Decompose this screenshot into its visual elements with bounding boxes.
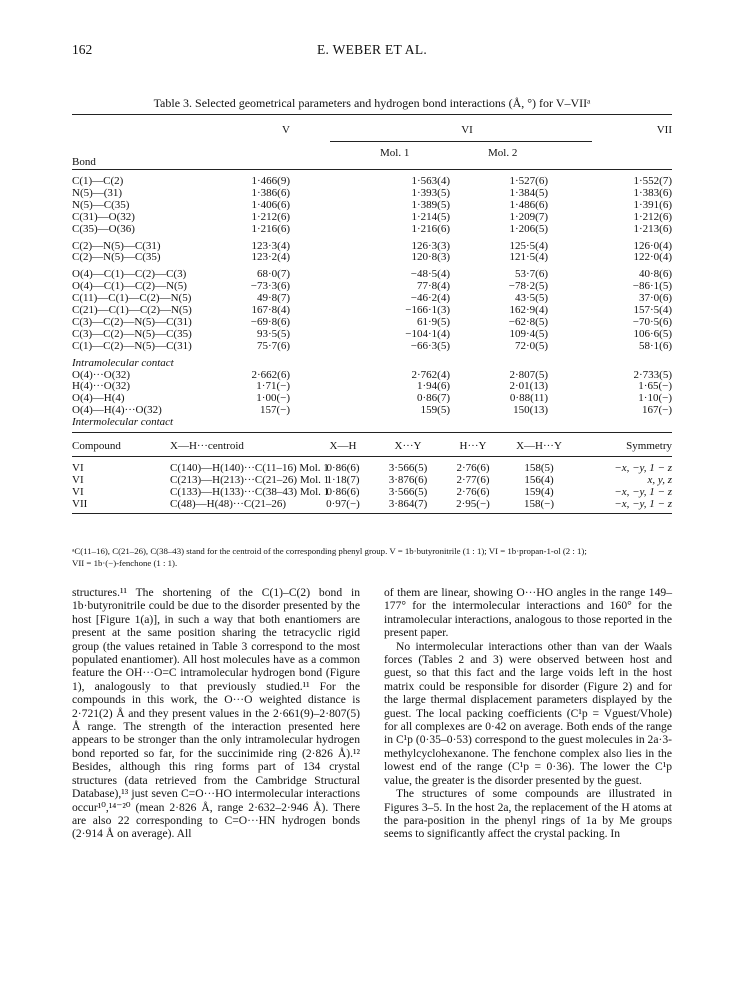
value-cell: 68·0(7) [257, 268, 290, 281]
value-cell: 167·8(4) [251, 304, 290, 316]
value-cell: 1·213(6) [633, 222, 672, 235]
value-cell: 37·0(6) [639, 292, 672, 305]
hb-header-rule [72, 456, 672, 457]
hb-value: 156(4) [524, 473, 554, 486]
value-cell: −166·1(3) [405, 304, 450, 316]
hb-value: 3·864(7) [388, 497, 428, 510]
header-mol-1: Mol. 1 [380, 147, 410, 159]
hb-header: Symmetry [626, 440, 672, 452]
value-cell: 123·3(4) [251, 239, 290, 252]
header-compound-v: V [282, 124, 290, 136]
bond-label: C(1)—C(2)—N(5)—C(31) [72, 339, 192, 352]
value-cell: 121·5(4) [509, 251, 548, 264]
value-cell: 2·807(5) [509, 368, 548, 381]
hb-contact: C(133)—H(133)···C(38–43) Mol. 1 [170, 485, 330, 498]
bond-label: C(2)—N(5)—C(31) [72, 239, 161, 252]
bond-label: C(11)—C(1)—C(2)—N(5) [72, 292, 192, 305]
hb-value: −x, −y, 1 − z [614, 485, 672, 498]
value-cell: −69·8(6) [250, 315, 290, 328]
value-cell: 2·662(6) [251, 368, 290, 381]
value-cell: 49·8(7) [257, 292, 290, 305]
hb-value: 158(−) [523, 497, 555, 510]
table-footnote [72, 545, 672, 569]
value-cell: 40·8(6) [639, 268, 672, 281]
value-cell: 2·733(5) [633, 368, 672, 381]
value-cell: 1·71(−) [256, 380, 290, 393]
value-cell: 1·216(6) [251, 222, 290, 235]
value-cell: 1·209(7) [509, 210, 548, 223]
table-header-rule [72, 169, 672, 170]
hb-header: X—H···centroid [170, 440, 244, 452]
header-bond: Bond [72, 156, 96, 168]
hb-header: H···Y [459, 440, 487, 452]
value-cell: 53·7(6) [515, 268, 548, 281]
hb-value: 2·77(6) [456, 473, 490, 486]
hb-value: −x, −y, 1 − z [614, 497, 672, 510]
body-paragraph: of them are linear, showing O···HO angles in the range 149–177° for the intermolecular interactions and 160° for the intramolecular interactions, analogous to those reported in the present paper. [384, 586, 672, 640]
hb-header: Compound [72, 440, 121, 452]
bond-label: C(31)—O(32) [72, 210, 135, 223]
value-cell: 1·94(6) [417, 380, 450, 393]
bond-label: C(3)—C(2)—N(5)—C(31) [72, 315, 192, 328]
value-cell: 1·552(7) [633, 175, 672, 187]
hb-contact: C(140)—H(140)···C(11–16) Mol. 1 [170, 462, 329, 474]
value-cell: 1·00(−) [256, 392, 290, 405]
value-cell: 167(−) [641, 404, 672, 417]
bond-label: O(4)—H(4)···O(32) [72, 404, 162, 417]
value-cell: 1·383(6) [633, 186, 672, 199]
bond-label: O(4)—C(1)—C(2)—C(3) [72, 268, 187, 281]
value-cell: 120·8(3) [411, 251, 450, 264]
value-cell: −46·2(4) [410, 292, 450, 305]
bond-label: N(5)—C(35) [72, 198, 130, 211]
value-cell: 159(5) [420, 404, 450, 417]
running-header [72, 42, 672, 62]
hb-value: 2·76(6) [456, 485, 490, 498]
hb-value: 0·97(−) [326, 497, 360, 510]
hb-value: 0·86(6) [326, 485, 360, 498]
value-cell: 122·0(4) [633, 251, 672, 264]
value-cell: 1·10(−) [638, 392, 672, 405]
value-cell: 1·486(6) [509, 198, 548, 211]
value-cell: 2·01(13) [509, 380, 548, 393]
value-cell: 109·4(5) [509, 327, 548, 340]
body-paragraph: structures.¹¹ The shortening of the C(1)–C(2) bond in 1b·butyronitrile could be due to the disorder presented by the host [Figure 1(a)], in such a way that both enantiomers are present at the same position sharing the tetracyclic rigid group (the values retained in Table 3 correspond to the most populated enantiomer). All host molecules have as a common feature the OH···O=C intramolecular hydrogen bond (Figure 1), analogously to that previously studied.¹¹ For the compounds in this work, the O···O weighted distance is 2·721(2) Å and they present values in the 2·661(9)–2·807(5) Å range. The strength of the interaction presented here appears to be stronger than the only intramolecular hydrogen bond reported so far, for the succinimide ring (2·826 Å).¹² Besides, although this ring forms part of 134 crystal structures (data retrieved from the Cambridge Structural Database),¹³ just seven C=O···HO intermolecular interactions occur¹⁰,¹⁴⁻²⁰ (mean 2·826 Å, range 2·632–2·946 Å). There are also 22 corresponding to C=O···HN hydrogen bonds (2·914 Å on average). All [72, 586, 360, 841]
hb-compound: VI [72, 485, 84, 498]
value-cell: 150(13) [513, 404, 548, 417]
body-paragraph: No intermolecular interactions other than van der Waals forces (Tables 2 and 3) were observed between host and guest, so that this fact and the large voids left in the host matrix could be responsible for disorder (Figure 2) and for the large thermal displacement parameters displayed by the guest. The local packing coefficients (C¹p = Vguest/Vhole) for all complexes are 0·42 on average. Both ends of the range in C¹p (0·35–0·53) correspond to the guest molecules in 2a·3-methylcyclohexanone. The fenchone complex also lies in the lowest end of the range (C¹p = 0·36). The lower the C¹p value, the greater is the disorder presented by the guest. [384, 639, 672, 787]
footnote-line-1: ᵃC(11–16), C(21–26), C(38–43) stand for the centroid of the corresponding phenyl group. V = 1b·butyronitrile (1 : 1); VI = 1b·propan-1-ol (2 : 1); [72, 546, 587, 556]
bond-label: C(3)—C(2)—N(5)—C(35) [72, 327, 192, 340]
hb-value: 2·76(6) [456, 462, 490, 474]
value-cell: 1·65(−) [638, 380, 672, 393]
intramolecular-label: Intramolecular contact [72, 356, 174, 369]
hb-contact: C(213)—H(213)···C(21–26) Mol. 1 [170, 473, 330, 486]
value-cell: 125·5(4) [509, 239, 548, 252]
value-cell: 1·206(5) [509, 222, 548, 235]
value-cell: 58·1(6) [639, 339, 672, 352]
value-cell: 2·762(4) [411, 368, 450, 381]
bond-label: C(21)—C(1)—C(2)—N(5) [72, 304, 192, 316]
value-cell: 72·0(5) [515, 339, 548, 352]
value-cell: 61·9(5) [417, 315, 450, 328]
value-cell: 123·2(4) [251, 251, 290, 264]
hb-compound: VI [72, 473, 84, 486]
body-column-right [384, 586, 672, 841]
hb-value: 158(5) [524, 462, 554, 474]
value-cell: 77·8(4) [417, 280, 450, 293]
value-cell: 1·393(5) [411, 186, 450, 199]
hb-value: 3·566(5) [388, 485, 428, 498]
value-cell: 75·7(6) [257, 339, 290, 352]
value-cell: 1·212(6) [633, 210, 672, 223]
bond-label: C(2)—N(5)—C(35) [72, 251, 161, 264]
value-cell: 1·384(5) [509, 186, 548, 199]
value-cell: 157(−) [259, 404, 290, 417]
table-top-rule [72, 114, 672, 115]
value-cell: −62·8(5) [508, 315, 548, 328]
value-cell: 126·0(4) [633, 239, 672, 252]
hb-value: −x, −y, 1 − z [614, 462, 672, 474]
hb-compound: VI [72, 462, 84, 474]
value-cell: −86·1(5) [632, 280, 672, 293]
bond-label: O(4)—C(1)—C(2)—N(5) [72, 280, 187, 293]
value-cell: 1·212(6) [251, 210, 290, 223]
hb-compound: VII [72, 497, 88, 510]
value-cell: 126·3(3) [411, 239, 450, 252]
bond-label: C(35)—O(36) [72, 222, 135, 235]
running-author: E. WEBER ET AL. [316, 42, 428, 57]
value-cell: 157·5(4) [633, 304, 672, 316]
hb-value: 3·566(5) [388, 462, 428, 474]
value-cell: 106·6(5) [633, 327, 672, 340]
page-number: 162 [72, 42, 93, 57]
value-cell: 1·216(6) [411, 222, 450, 235]
value-cell: 1·389(5) [411, 198, 450, 211]
hb-header: X···Y [394, 440, 422, 452]
hb-value: 2·95(−) [456, 497, 490, 510]
header-compound-vi: VI [461, 124, 473, 136]
value-cell: 0·86(7) [417, 392, 450, 405]
bond-label: C(1)—C(2) [72, 175, 124, 187]
value-cell: −104·1(4) [405, 327, 450, 340]
value-cell: −66·3(5) [410, 339, 450, 352]
value-cell: 0·88(11) [509, 392, 548, 405]
bond-label: N(5)—(31) [72, 186, 123, 199]
hb-header: X—H···Y [516, 440, 562, 452]
hb-contact: C(48)—H(48)···C(21–26) [170, 497, 287, 510]
value-cell: 1·391(6) [633, 198, 672, 211]
footnote-line-2: VII = 1b·(−)-fenchone (1 : 1). [72, 558, 178, 568]
header-compound-vii: VII [656, 124, 672, 136]
hb-header: X—H [329, 440, 357, 452]
value-cell: −73·3(6) [250, 280, 290, 293]
value-cell: 162·9(4) [509, 304, 548, 316]
hb-top-rule [72, 432, 672, 433]
header-mol-2: Mol. 2 [488, 147, 518, 159]
hb-value: 0·86(6) [326, 462, 360, 474]
value-cell: 1·214(5) [411, 210, 450, 223]
table-caption: Table 3. Selected geometrical parameters and hydrogen bond interactions (Å, °) for V–VIIᵃ [153, 96, 591, 110]
table-bottom-rule [72, 513, 672, 514]
hb-value: 3·876(6) [388, 473, 428, 486]
value-cell: 1·563(4) [411, 175, 450, 187]
bond-label: O(4)···O(32) [72, 368, 131, 381]
value-cell: 43·5(5) [515, 292, 548, 305]
body-column-left [72, 586, 360, 841]
value-cell: −48·5(4) [410, 268, 450, 281]
hb-value: 1·18(7) [326, 473, 360, 486]
value-cell: 1·527(6) [509, 175, 548, 187]
value-cell: 1·466(9) [251, 175, 290, 187]
body-paragraph: The structures of some compounds are illustrated in Figures 3–5. In the host 2a, the replacement of the H atoms at the para-position in the phenyl rings of 1a by Me groups seems to significantly affect the crystal packing. In [384, 787, 672, 841]
value-cell: 93·5(5) [257, 327, 290, 340]
value-cell: 1·386(6) [251, 186, 290, 199]
value-cell: −70·5(6) [632, 315, 672, 328]
bond-label: H(4)···O(32) [72, 380, 131, 393]
intermolecular-label: Intermolecular contact [72, 416, 174, 429]
hb-value: x, y, z [647, 473, 672, 486]
value-cell: 1·406(6) [251, 198, 290, 211]
bond-label: O(4)—H(4) [72, 392, 125, 405]
hb-value: 159(4) [524, 485, 554, 498]
value-cell: −78·2(5) [508, 280, 548, 293]
vi-span-rule [330, 141, 592, 142]
